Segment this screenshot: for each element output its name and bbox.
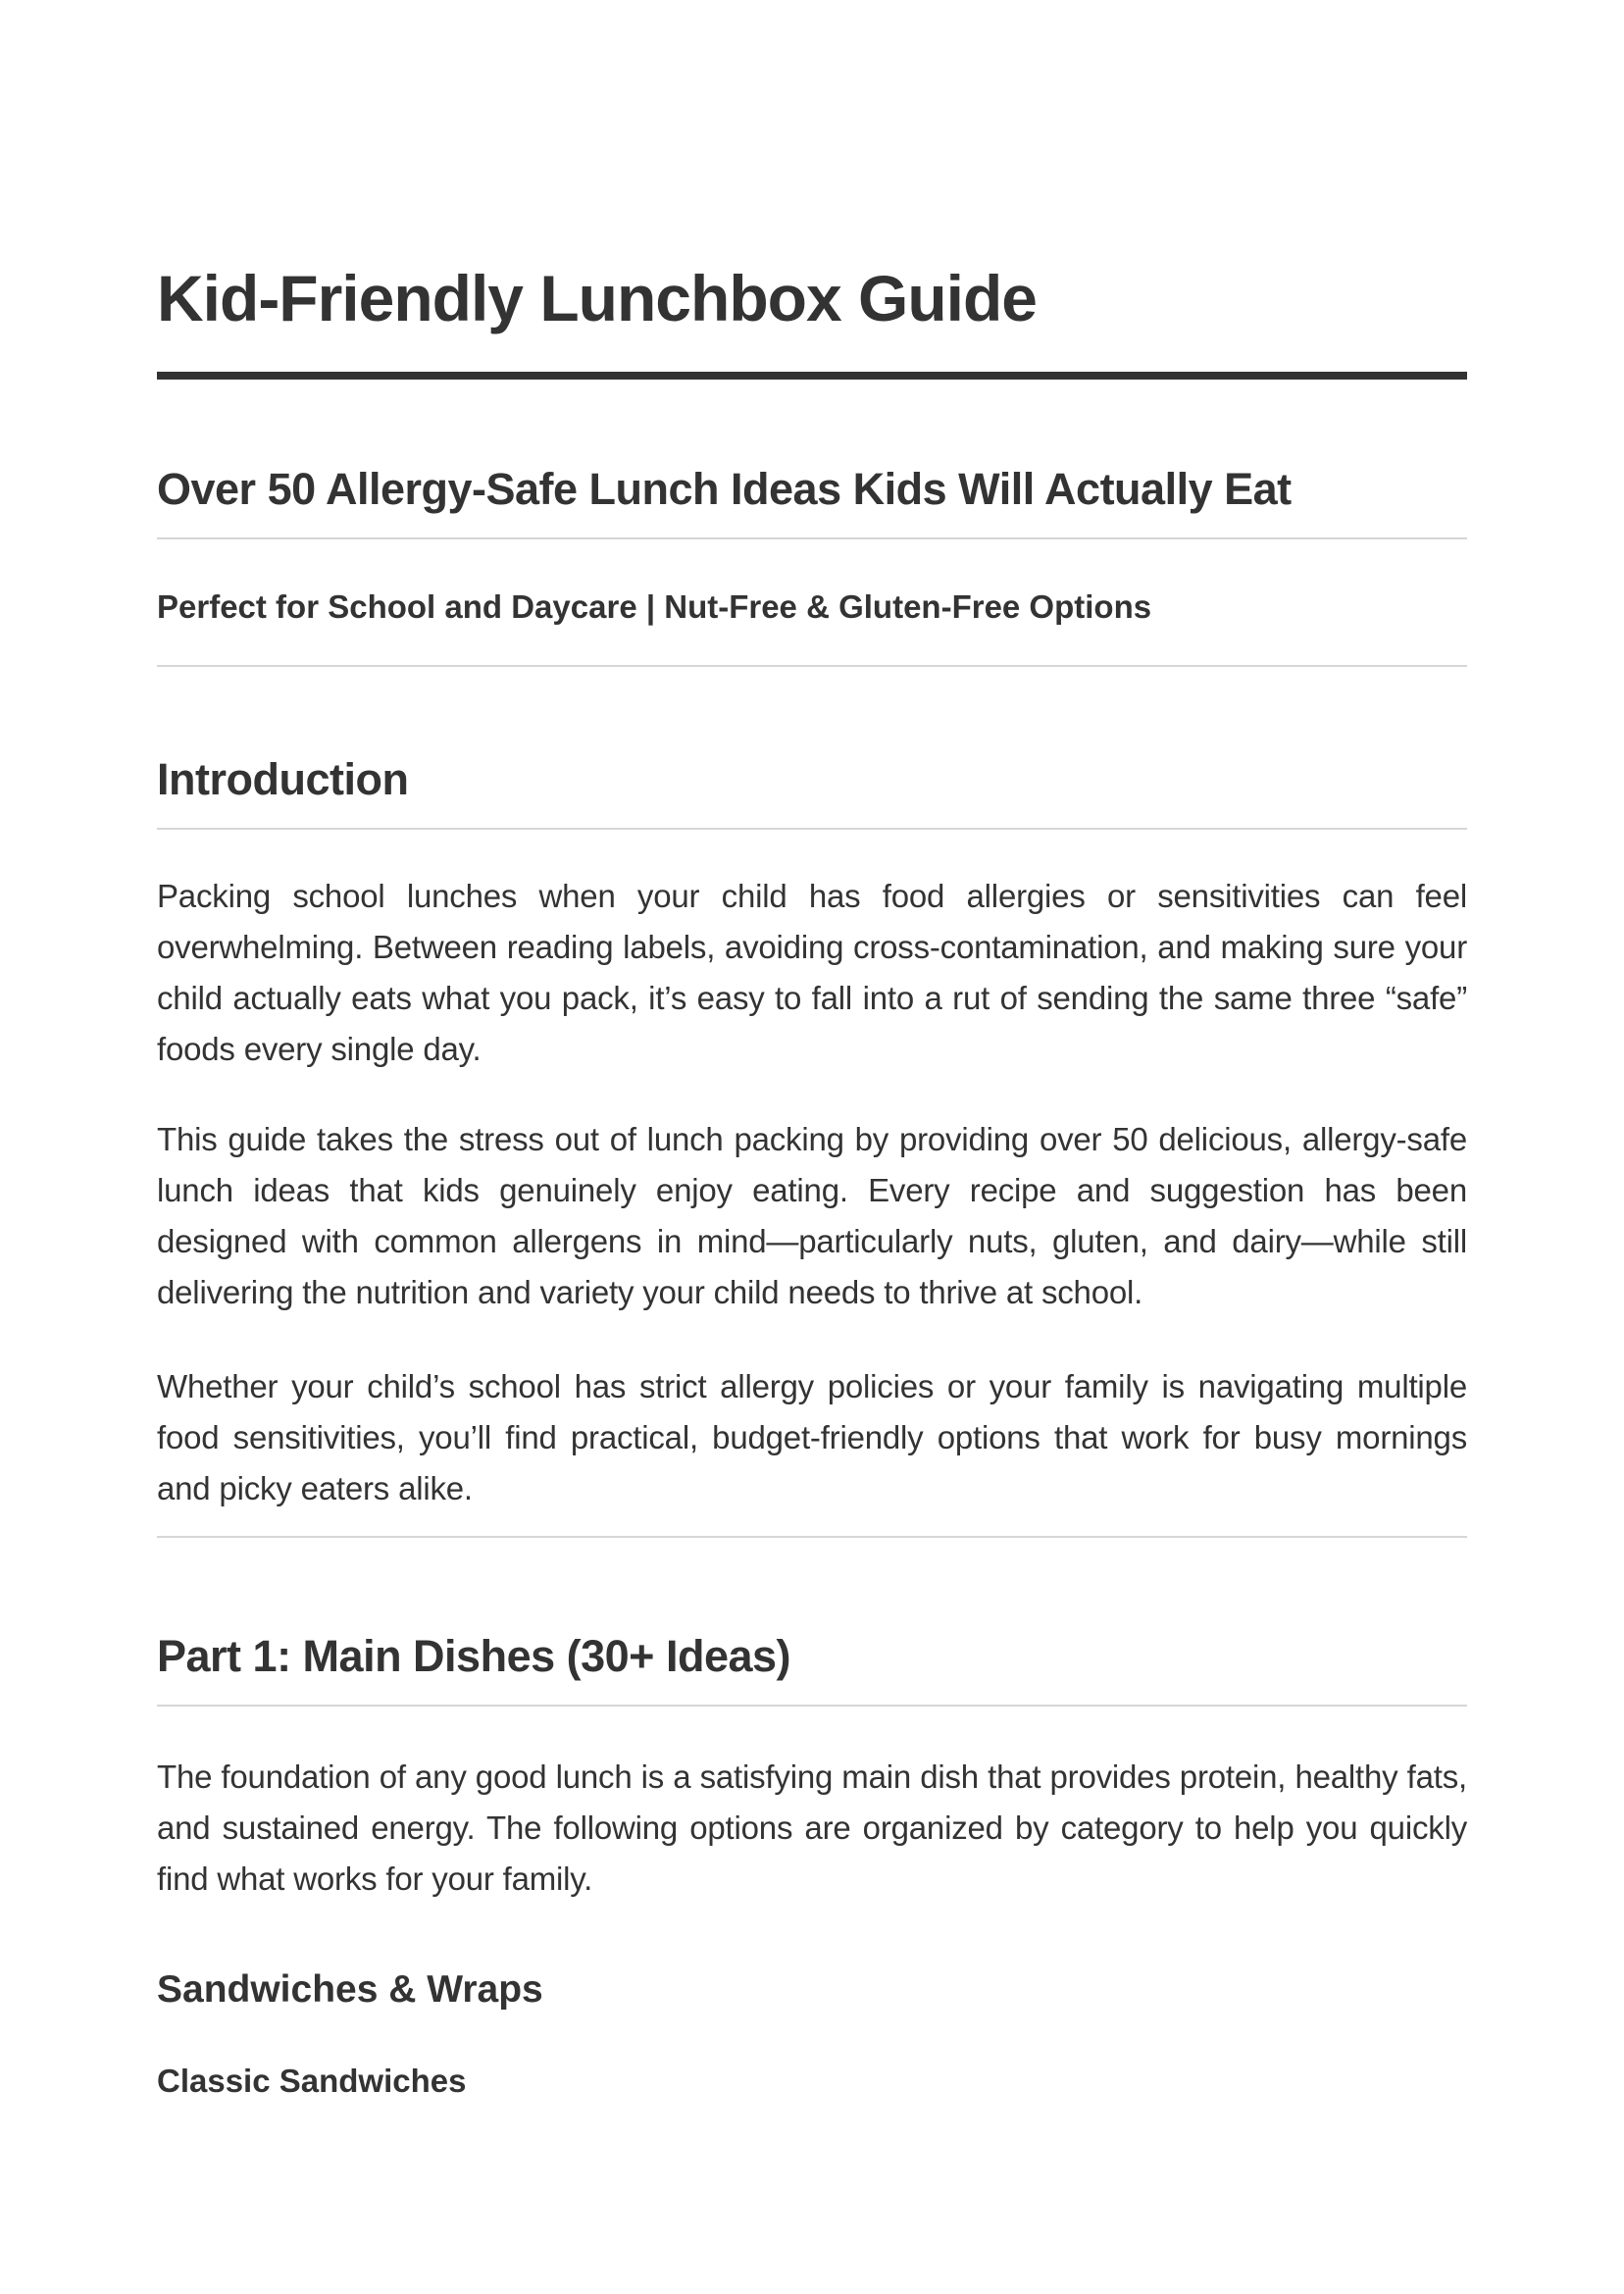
document-title: Kid-Friendly Lunchbox Guide (157, 262, 1037, 334)
part1-intro-paragraph: The foundation of any good lunch is a satisfying main dish that provides protein, healthy fats, and sustained energy. The following options are organized by category to help you quickly find what works for your family. (157, 1759, 1467, 1898)
document-tagline: Perfect for School and Daycare | Nut-Free & Gluten-Free Options (157, 588, 1152, 626)
title-divider (157, 372, 1467, 380)
sandwiches-wraps-heading: Sandwiches & Wraps (157, 1968, 543, 2012)
intro-paragraph-1: Packing school lunches when your child has food allergies or sensitivities can feel overwhelming. Between reading labels, avoiding cross-contamination, and making sure your child actually eats what you pack, it’s easy to fall into a rut of sending the same three “safe” foods every single day. (157, 878, 1467, 1068)
classic-sandwiches-heading: Classic Sandwiches (157, 2063, 467, 2100)
document-subtitle: Over 50 Allergy-Safe Lunch Ideas Kids Will Actually Eat (157, 463, 1467, 539)
divider-before-part1 (157, 1536, 1467, 1538)
divider-after-tagline (157, 665, 1467, 667)
intro-section-heading: Introduction (157, 753, 1467, 830)
intro-paragraph-3: Whether your child’s school has strict allergy policies or your family is navigating multiple food sensitivities, you’ll find practical, budget-friendly options that work for busy mornings and picky eaters alike. (157, 1368, 1467, 1507)
part1-section-heading: Part 1: Main Dishes (30+ Ideas) (157, 1630, 1467, 1707)
intro-paragraph-2: This guide takes the stress out of lunch packing by providing over 50 delicious, allergy-safe lunch ideas that kids genuinely enjoy eating. Every recipe and suggestion has been designed with common allergens in mind—particularly nuts, gluten, and dairy—while still delivering the nutrition and variety your child needs to thrive at school. (157, 1121, 1467, 1311)
